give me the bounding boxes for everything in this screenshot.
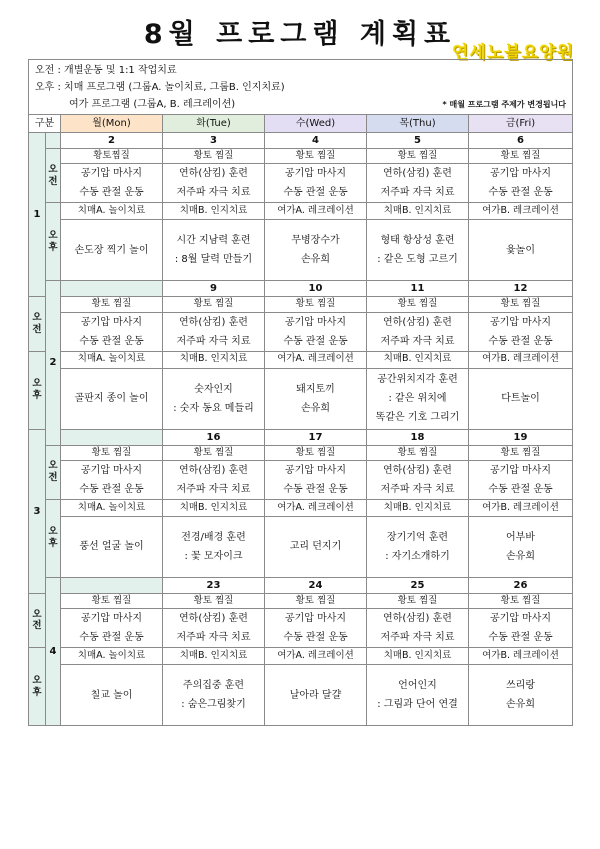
pm-group-cell: 치매B. 인지치료 — [367, 203, 469, 220]
date-number: 17 — [265, 429, 367, 445]
pm-activity-cell — [265, 516, 367, 577]
header-row — [29, 115, 573, 133]
am-program-cell-line: 공기압 마사지 — [80, 613, 143, 624]
am-program-cell-line: 저주파 자극 치료 — [176, 335, 251, 347]
am-program-cell — [265, 164, 367, 203]
pm-activity-cell-line: : 숨은그림찾기 — [181, 699, 246, 710]
am-program-cell-line: 수동 관절 운동 — [283, 632, 348, 643]
date-number: 6 — [469, 133, 573, 149]
am-label — [29, 297, 46, 351]
pm-group-cell: 여가B. 레크레이션 — [469, 499, 573, 516]
pm-group-cell: 여가A. 레크레이션 — [265, 351, 367, 368]
pm-activity-cell-line: 손유희 — [301, 402, 330, 414]
pm-activity-cell — [61, 368, 163, 429]
pm-activity-cell — [265, 368, 367, 429]
am-program-cell — [61, 164, 163, 203]
am-program-cell-line: 저주파 자극 치료 — [176, 483, 251, 495]
pm-activity-cell — [61, 516, 163, 577]
am-program-cell-line: 수동 관절 운동 — [488, 483, 553, 495]
date-number: 4 — [265, 133, 367, 149]
pm-label — [46, 499, 61, 577]
pm-label-text: 오 후 — [48, 526, 58, 550]
pm-label — [29, 648, 46, 726]
mud-bath-cell: 황토 찜질 — [163, 593, 265, 608]
am-program-cell — [367, 460, 469, 499]
mud-bath-cell: 황토 찜질 — [163, 297, 265, 312]
pm-activity-cell-line: : 8월 달력 만들기 — [174, 254, 253, 266]
pm-activity-cell — [469, 220, 573, 281]
pm-activity-cell — [265, 220, 367, 281]
am-program-cell — [265, 312, 367, 351]
am-program-cell-line: 공기압 마사지 — [284, 168, 347, 180]
pm-activity-cell — [61, 220, 163, 281]
pm-group-cell: 치매B. 인지치료 — [367, 499, 469, 516]
pm-activity-cell-line: 고리 던지기 — [289, 541, 342, 553]
pm-activity-cell-line: 손유희 — [506, 550, 535, 562]
am-program-cell — [163, 460, 265, 499]
pm-activity-cell-line: 어부바 — [506, 531, 535, 543]
header-label: 구분 — [29, 115, 61, 133]
pm-activity-cell — [61, 665, 163, 726]
pm-activity-cell-line: 언어인지 — [398, 680, 437, 691]
am-program-cell-line: 공기압 마사지 — [489, 464, 552, 476]
pm-label-text: 오 후 — [32, 674, 42, 698]
pm-group-cell: 여가B. 레크레이션 — [469, 648, 573, 665]
am-program-cell-line: 수동 관절 운동 — [488, 187, 553, 199]
pm-group-cell: 여가A. 레크레이션 — [265, 203, 367, 220]
mud-bath-cell: 황토 찜질 — [163, 445, 265, 460]
am-program-cell-line: 연하(삼킴) 훈련 — [383, 464, 452, 476]
am-program-cell-line: 공기압 마사지 — [489, 613, 552, 624]
am-program-cell-line: 저주파 자극 치료 — [176, 632, 251, 643]
am-program-cell-line: 수동 관절 운동 — [488, 632, 553, 643]
info-am-line: 오전 : 개별운동 및 1:1 작업치료 — [35, 64, 177, 76]
am-program-cell-line: 연하(삼킴) 훈련 — [383, 316, 452, 328]
date-number: 12 — [469, 281, 573, 297]
pm-activity-cell-line: 다트놀이 — [501, 393, 540, 404]
am-program-cell-line: 수동 관절 운동 — [283, 187, 348, 199]
pm-activity-cell-line: 손유희 — [506, 699, 535, 710]
date-number: 19 — [469, 429, 573, 445]
am-program-cell-line: 공기압 마사지 — [284, 464, 347, 476]
am-program-cell-line: 공기압 마사지 — [80, 316, 143, 328]
am-label — [46, 445, 61, 499]
am-program-cell — [61, 609, 163, 648]
am-label-text: 오 전 — [32, 608, 42, 632]
mud-bath-cell: 황토 찜질 — [469, 593, 573, 608]
pm-label — [29, 351, 46, 429]
pm-activity-cell-line: 시간 지남력 훈련 — [176, 235, 251, 247]
date-number: 26 — [469, 577, 573, 593]
week-number: 2 — [46, 281, 61, 445]
schedule-table — [28, 59, 573, 726]
am-program-cell-line: 수동 관절 운동 — [488, 335, 553, 347]
pm-activity-cell — [265, 665, 367, 726]
header-day-tue: 화(Tue) — [163, 115, 265, 133]
pm-label — [46, 203, 61, 281]
date-number: 24 — [265, 577, 367, 593]
mud-bath-cell: 황토 찜질 — [61, 297, 163, 312]
brand-logo-text: 연세노블요양원 — [452, 43, 574, 63]
pm-activity-cell — [163, 368, 265, 429]
am-label — [46, 149, 61, 203]
am-program-cell-line: 저주파 자극 치료 — [380, 483, 455, 495]
pm-activity-cell-line: 윷놀이 — [506, 244, 535, 256]
pm-group-cell: 치매A. 놀이치료 — [61, 203, 163, 220]
week-number: 4 — [46, 577, 61, 725]
pm-activity-cell — [163, 665, 265, 726]
am-program-cell — [367, 164, 469, 203]
am-program-cell-line: 저주파 자극 치료 — [176, 187, 251, 199]
week-spacer — [61, 429, 163, 445]
pm-activity-cell-line: 형태 항상성 훈련 — [380, 235, 455, 247]
pm-activity-cell — [469, 368, 573, 429]
am-program-cell-line: 연하(삼킴) 훈련 — [179, 464, 248, 476]
date-number: 25 — [367, 577, 469, 593]
am-program-cell-line: 연하(삼킴) 훈련 — [179, 168, 248, 180]
week-number: 3 — [29, 429, 46, 593]
date-number: 10 — [265, 281, 367, 297]
am-program-cell-line: 공기압 마사지 — [80, 168, 143, 180]
pm-activity-cell-line: 똑같은 기호 그리기 — [375, 412, 460, 423]
am-label-text: 오 전 — [48, 163, 58, 187]
pm-activity-cell-line: : 자기소개하기 — [385, 550, 450, 562]
am-program-cell-line: 수동 관절 운동 — [79, 483, 144, 495]
pm-activity-cell — [367, 665, 469, 726]
mud-bath-cell: 황토 찜질 — [265, 297, 367, 312]
am-program-cell-line: 공기압 마사지 — [489, 168, 552, 180]
week-spacer — [61, 281, 163, 297]
pm-activity-cell-line: 전경/배경 훈련 — [181, 531, 246, 543]
am-program-cell — [163, 164, 265, 203]
pm-activity-cell-line: : 꽃 모자이크 — [184, 550, 243, 562]
am-program-cell — [469, 164, 573, 203]
date-number: 11 — [367, 281, 469, 297]
pm-activity-cell — [163, 516, 265, 577]
am-program-cell-line: 공기압 마사지 — [489, 316, 552, 328]
date-number: 23 — [163, 577, 265, 593]
am-program-cell — [469, 312, 573, 351]
mud-bath-cell: 황토 찜질 — [163, 149, 265, 164]
mud-bath-cell: 황토 찜질 — [469, 297, 573, 312]
am-program-cell — [61, 460, 163, 499]
am-program-cell-line: 연하(삼킴) 훈련 — [179, 613, 248, 624]
pm-activity-cell — [367, 516, 469, 577]
date-number: 16 — [163, 429, 265, 445]
pm-activity-cell-line: 장기기억 훈련 — [386, 531, 449, 543]
am-program-cell-line: 저주파 자극 치료 — [380, 187, 455, 199]
am-program-cell-line: 공기압 마사지 — [80, 464, 143, 476]
mud-bath-cell: 황토 찜질 — [367, 593, 469, 608]
pm-activity-cell-line: 풍선 얼굴 놀이 — [79, 541, 144, 553]
pm-activity-cell-line: 주의집중 훈련 — [182, 680, 245, 691]
pm-activity-cell-line: 날아라 달걀 — [289, 689, 342, 701]
am-program-cell — [265, 609, 367, 648]
am-program-cell — [61, 312, 163, 351]
am-program-cell-line: 공기압 마사지 — [284, 613, 347, 624]
pm-group-cell: 여가A. 레크레이션 — [265, 499, 367, 516]
pm-group-cell: 치매A. 놀이치료 — [61, 499, 163, 516]
header-day-fri: 금(Fri) — [469, 115, 573, 133]
mud-bath-cell: 황토 찜질 — [367, 297, 469, 312]
am-program-cell-line: 저주파 자극 치료 — [380, 335, 455, 347]
mud-bath-cell: 황토 찜질 — [265, 593, 367, 608]
pm-activity-cell — [469, 665, 573, 726]
pm-activity-cell-line: 숫자인지 — [194, 383, 233, 395]
mud-bath-cell: 황토 찜질 — [265, 149, 367, 164]
info-note: * 매월 프로그램 주제가 변경됩니다 — [442, 99, 567, 109]
pm-group-cell: 치매B. 인지치료 — [163, 203, 265, 220]
pm-group-cell: 여가B. 레크레이션 — [469, 203, 573, 220]
am-program-cell-line: 수동 관절 운동 — [283, 483, 348, 495]
pm-group-cell: 여가A. 레크레이션 — [265, 648, 367, 665]
pm-activity-cell-line: 무병장수가 — [291, 235, 340, 247]
date-number: 9 — [163, 281, 265, 297]
pm-activity-cell-line: : 그림과 단어 연결 — [377, 699, 458, 710]
pm-group-cell: 치매A. 놀이치료 — [61, 648, 163, 665]
pm-label-text: 오 후 — [32, 378, 42, 401]
am-label-text: 오 전 — [32, 312, 42, 335]
date-number: 18 — [367, 429, 469, 445]
pm-activity-cell — [367, 368, 469, 429]
am-program-cell-line: 연하(삼킴) 훈련 — [179, 316, 248, 328]
pm-activity-cell-line: 골판지 종이 놀이 — [74, 393, 149, 404]
am-program-cell-line: 연하(삼킴) 훈련 — [383, 613, 452, 624]
am-program-cell-line: 연하(삼킴) 훈련 — [383, 168, 452, 180]
am-program-cell-line: 수동 관절 운동 — [79, 335, 144, 347]
pm-activity-cell-line: 돼지토끼 — [296, 383, 335, 395]
am-program-cell-line: 공기압 마사지 — [284, 316, 347, 328]
pm-activity-cell — [469, 516, 573, 577]
info-pm-line2: 여가 프로그램 (그룹A, B. 레크레이션) — [69, 98, 236, 110]
am-program-cell-line: 수동 관절 운동 — [79, 187, 144, 199]
pm-activity-cell-line: 칠교 놀이 — [90, 689, 133, 701]
mud-bath-cell: 황토 찜질 — [469, 445, 573, 460]
mud-bath-cell: 황토 찜질 — [367, 149, 469, 164]
am-program-cell-line: 수동 관절 운동 — [283, 335, 348, 347]
am-program-cell-line: 수동 관절 운동 — [79, 632, 144, 643]
pm-group-cell: 치매B. 인지치료 — [163, 499, 265, 516]
am-program-cell-line: 저주파 자극 치료 — [380, 632, 455, 643]
pm-group-cell: 치매B. 인지치료 — [367, 351, 469, 368]
date-number: 5 — [367, 133, 469, 149]
pm-group-cell: 여가B. 레크레이션 — [469, 351, 573, 368]
mud-bath-cell: 황토 찜질 — [61, 445, 163, 460]
week-number: 1 — [29, 133, 46, 297]
pm-activity-cell — [163, 220, 265, 281]
mud-bath-cell: 황토찜질 — [61, 149, 163, 164]
pm-group-cell: 치매A. 놀이치료 — [61, 351, 163, 368]
week-spacer — [46, 133, 61, 149]
am-program-cell — [265, 460, 367, 499]
mud-bath-cell: 황토 찜질 — [469, 149, 573, 164]
am-program-cell — [367, 609, 469, 648]
am-program-cell — [367, 312, 469, 351]
pm-activity-cell-line: : 숫자 동요 메들리 — [173, 402, 254, 414]
am-label-text: 오 전 — [48, 460, 58, 484]
pm-group-cell: 치매B. 인지치료 — [163, 648, 265, 665]
mud-bath-cell: 황토 찜질 — [61, 593, 163, 608]
page-title: 8월 프로그램 계획표 — [143, 19, 457, 50]
pm-label-text: 오 후 — [48, 229, 58, 253]
am-program-cell — [163, 609, 265, 648]
week-spacer — [61, 577, 163, 593]
pm-group-cell: 치매B. 인지치료 — [367, 648, 469, 665]
pm-activity-cell-line: 쓰리랑 — [506, 680, 535, 691]
date-number: 3 — [163, 133, 265, 149]
pm-group-cell: 치매B. 인지치료 — [163, 351, 265, 368]
mud-bath-cell: 황토 찜질 — [265, 445, 367, 460]
info-pm-line1: 오후 : 치매 프로그램 (그룹A. 놀이치료, 그룹B. 인지치료) — [35, 81, 285, 93]
date-number: 2 — [61, 133, 163, 149]
header-day-mon: 월(Mon) — [61, 115, 163, 133]
pm-activity-cell-line: : 같은 위치에 — [388, 393, 447, 404]
pm-activity-cell — [367, 220, 469, 281]
pm-activity-cell-line: 공간위치지각 훈련 — [377, 374, 458, 385]
am-program-cell — [469, 460, 573, 499]
pm-activity-cell-line: 손도장 찍기 놀이 — [74, 244, 149, 256]
header-day-wed: 수(Wed) — [265, 115, 367, 133]
program-info — [29, 60, 573, 115]
pm-activity-cell-line: : 같은 도형 고르기 — [377, 254, 458, 266]
header-day-thu: 목(Thu) — [367, 115, 469, 133]
mud-bath-cell: 황토 찜질 — [367, 445, 469, 460]
am-program-cell — [469, 609, 573, 648]
am-program-cell — [163, 312, 265, 351]
pm-activity-cell-line: 손유희 — [301, 254, 330, 266]
am-label — [29, 593, 46, 647]
